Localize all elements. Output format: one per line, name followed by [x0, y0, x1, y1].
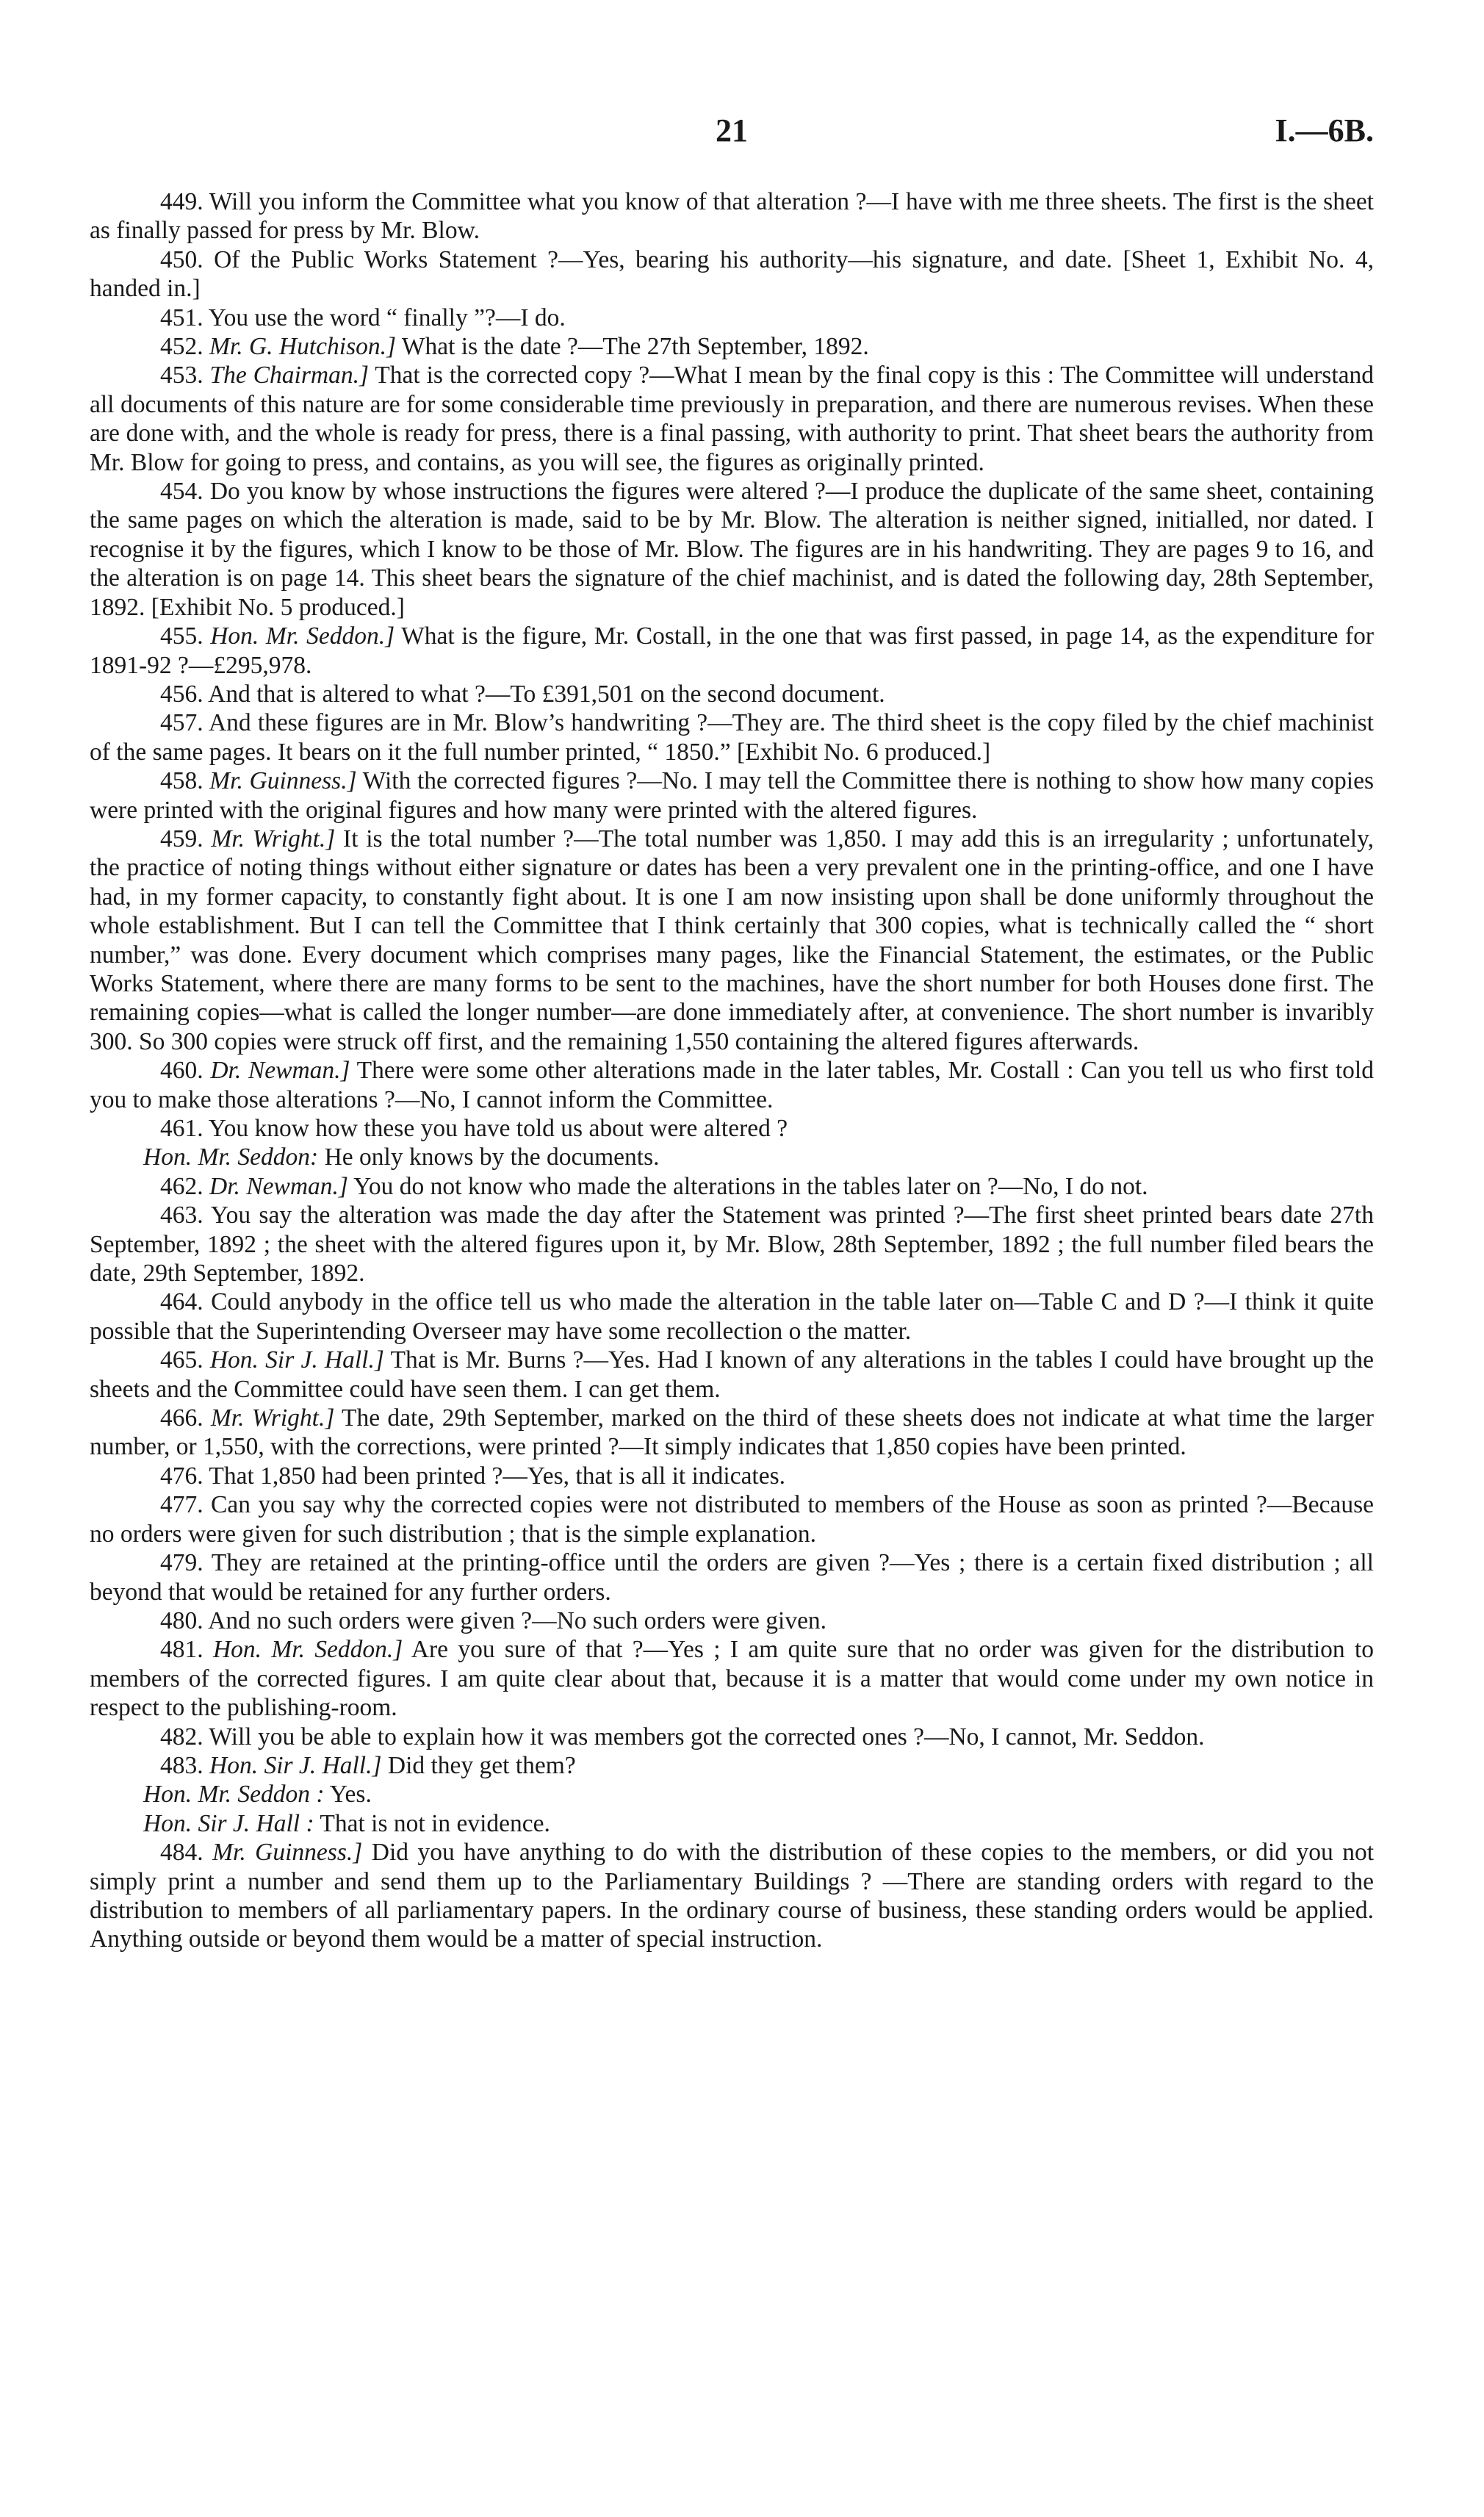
- paragraph-text: Will you be able to explain how it was members got the corrected ones ?—No, I cannot, Mr. Seddon.: [209, 1723, 1205, 1751]
- evidence-paragraph: [90, 1462, 1374, 1490]
- question-number: 450.: [160, 245, 203, 273]
- question-number: 455.: [160, 622, 203, 650]
- paragraph-text: Did you have anything to do with the distribution of these copies to the members, or did you not simply print a number and send them up to the Parliamentary Buildings ? —There are standing orders with regard to the distribution to members of all parliamentary papers. In the ordinary course of business, these standing orders would be applied. Anything outside or beyond them would be a matter of special instruction.: [90, 1839, 1375, 1953]
- question-number: 480.: [160, 1606, 203, 1634]
- paragraph-text: Could anybody in the office tell us who made the alteration in the table later on—Table C and D ?—I think it quite possible that the Superintending Overseer may have some recollection o the matter.: [90, 1288, 1374, 1345]
- paragraph-text: There were some other alterations made in the later tables, Mr. Costall : Can you tell us who first told you to make those alterations ?—No, I cannot inform the Committee.: [90, 1057, 1374, 1113]
- speaker-name: The Chairman.]: [209, 362, 369, 389]
- evidence-paragraph: [90, 332, 1374, 361]
- paragraph-text: What is the figure, Mr. Costall, in the one that was first passed, in page 14, as the expenditure for 1891-92 ?—£295,978.: [90, 622, 1374, 679]
- paragraph-text: Can you say why the corrected copies were not distributed to members of the House as soon as printed ?—Because no orders were given for such distribution ; that is the simple explanation.: [90, 1491, 1374, 1548]
- paragraph-text: You know how these you have told us about were altered ?: [208, 1115, 788, 1142]
- paragraph-text: And these figures are in Mr. Blow’s handwriting ?—They are. The third sheet is the copy filed by the chief machinist of the same pages. It bears on it the full number printed, “ 1850.” [Exhibit No. 6 produced.]: [90, 709, 1374, 766]
- evidence-paragraph: [90, 1606, 1374, 1635]
- paragraph-text: That 1,850 had been printed ?—Yes, that is all it indicates.: [209, 1462, 786, 1490]
- speaker-name: Hon. Mr. Seddon.]: [210, 622, 395, 650]
- evidence-paragraph: [90, 1056, 1374, 1114]
- question-number: 457.: [160, 709, 203, 737]
- question-number: 459.: [160, 825, 203, 852]
- evidence-paragraph: [90, 1201, 1374, 1288]
- paragraph-text: He only knows by the documents.: [324, 1143, 660, 1171]
- speaker-name: Dr. Newman.]: [209, 1172, 348, 1200]
- paragraph-text: You do not know who made the alterations in the tables later on ?—No, I do not.: [353, 1172, 1148, 1200]
- paragraph-text: And no such orders were given ?—No such orders were given.: [208, 1606, 827, 1634]
- evidence-paragraph: [90, 187, 1374, 245]
- paragraph-text: Did they get them?: [387, 1751, 576, 1779]
- evidence-paragraph: [90, 680, 1374, 708]
- question-number: 449.: [160, 188, 203, 215]
- paragraph-text: Are you sure of that ?—Yes ; I am quite sure that no order was given for the distribution to members of the corrected figures. I am quite clear about that, because it is a matter that would come under my own notice in respect to the publishing-room.: [90, 1636, 1375, 1722]
- speaker-name: Hon. Sir J. Hall.]: [209, 1751, 382, 1779]
- question-number: 453.: [160, 362, 203, 389]
- question-number: 464.: [160, 1288, 203, 1316]
- page-number: 21: [716, 112, 748, 148]
- paragraph-text: Of the Public Works Statement ?—Yes, bearing his authority—his signature, and date. [Sheet 1, Exhibit No. 4, handed in.]: [90, 245, 1374, 303]
- question-number: 465.: [160, 1346, 203, 1374]
- paragraph-text: Do you know by whose instructions the figures were altered ?—I produce the duplicate of the same sheet, containing the same pages on which the alteration is made, said to be by Mr. Blow. The alteration is neither signed, initialled, nor dated. I recognise it by the figures, which I know to be those of Mr. Blow. The figures are in his handwriting. They are pages 9 to 16, and the alteration is on page 14. This sheet bears the signature of the chief machinist, and is dated the following day, 28th September, 1892. [Exhibit No. 5 produced.]: [90, 478, 1374, 621]
- evidence-paragraph: [90, 1723, 1374, 1751]
- speaker-name: Mr. Guinness.]: [209, 767, 357, 795]
- evidence-paragraph: [90, 1172, 1374, 1201]
- evidence-paragraph: [90, 1404, 1374, 1462]
- evidence-paragraph: [90, 766, 1374, 825]
- question-number: 483.: [160, 1751, 203, 1779]
- question-number: 456.: [160, 680, 203, 708]
- paragraph-text: They are retained at the printing-office until the orders are given ?—Yes ; there is a certain fixed distribution ; all beyond that would be retained for any further orders.: [90, 1549, 1374, 1606]
- question-number: 452.: [160, 333, 203, 361]
- paragraph-text: With the corrected figures ?—No. I may tell the Committee there is nothing to show how many copies were printed with the original figures and how many were printed with the altered figures.: [90, 767, 1374, 824]
- evidence-transcript: [90, 187, 1374, 1954]
- evidence-paragraph: [90, 477, 1374, 622]
- question-number: 460.: [160, 1057, 203, 1085]
- question-number: 463.: [160, 1202, 203, 1229]
- paragraph-text: And that is altered to what ?—To £391,501 on the second document.: [208, 680, 885, 708]
- evidence-paragraph: [90, 361, 1374, 477]
- question-number: 462.: [160, 1172, 203, 1200]
- evidence-paragraph: [90, 1490, 1374, 1548]
- paragraph-text: You say the alteration was made the day after the Statement was printed ?—The first sheet printed bears date 27th September, 1892 ; the sheet with the altered figures upon it, by Mr. Blow, 28th September, 1892 ; the full number filed bears the date, 29th September, 1892.: [90, 1202, 1374, 1288]
- evidence-paragraph: [90, 1780, 1374, 1809]
- question-number: 461.: [160, 1115, 203, 1142]
- paragraph-text: What is the date ?—The 27th September, 1892.: [401, 333, 869, 361]
- question-number: 477.: [160, 1491, 203, 1519]
- speaker-name: Hon. Sir J. Hall :: [143, 1809, 314, 1837]
- evidence-paragraph: [90, 1751, 1374, 1780]
- evidence-paragraph: [90, 1548, 1374, 1606]
- speaker-name: Hon. Sir J. Hall.]: [209, 1346, 384, 1374]
- paragraph-text: That is the corrected copy ?—What I mean by the final copy is this : The Committee will understand all documents of this nature are for some considerable time previously in preparation, and there are numerous revises. When these are done with, and the whole is ready for press, there is a final passing, with authority to print. That sheet bears the authority from Mr. Blow for going to press, and contains, as you will see, the figures as originally printed.: [90, 362, 1374, 476]
- speaker-name: Mr. G. Hutchison.]: [209, 333, 397, 361]
- speaker-name: Mr. Guinness.]: [212, 1839, 363, 1867]
- speaker-name: Mr. Wright.]: [211, 825, 336, 852]
- paragraph-text: That is Mr. Burns ?—Yes. Had I known of any alterations in the tables I could have brought up the sheets and the Committee could have seen them. I can get them.: [90, 1346, 1375, 1403]
- speaker-name: Hon. Mr. Seddon.]: [212, 1636, 403, 1664]
- speaker-name: Hon. Mr. Seddon :: [143, 1781, 325, 1809]
- evidence-paragraph: [90, 622, 1374, 680]
- evidence-paragraph: [90, 1288, 1374, 1346]
- evidence-paragraph: [90, 1114, 1374, 1143]
- evidence-paragraph: [90, 825, 1374, 1056]
- question-number: 454.: [160, 478, 203, 506]
- paragraph-text: That is not in evidence.: [320, 1809, 550, 1837]
- evidence-paragraph: [90, 304, 1374, 332]
- speaker-name: Hon. Mr. Seddon:: [143, 1143, 319, 1171]
- question-number: 479.: [160, 1549, 203, 1577]
- evidence-paragraph: [90, 1838, 1374, 1954]
- question-number: 484.: [160, 1839, 203, 1867]
- paragraph-text: It is the total number ?—The total number was 1,850. I may add this is an irregularity ; unfortunately, the practice of noting things without either signature or dates has been a very prevalent one in the printing-office, and one I have had, in my former capacity, to constantly fight about. It is one I am now insisting upon shall be done uniformly throughout the whole establishment. But I can tell the Committee that I think certainly that 300 copies, what is technically called the “ short number,” was done. Every document which comprises many pages, like the Financial Statement, the estimates, or the Public Works Statement, where there are many forms to be sent to the machines, have the short number for both Houses done first. The remaining copies—what is called the longer number—are done immediately after, at convenience. The short number is invaribly 300. So 300 copies were struck off first, and the remaining 1,550 containing the altered figures afterwards.: [90, 825, 1375, 1055]
- question-number: 476.: [160, 1462, 203, 1490]
- question-number: 466.: [160, 1404, 203, 1432]
- paragraph-text: The date, 29th September, marked on the third of these sheets does not indicate at what time the larger number, or 1,550, with the corrections, were printed ?—It simply indicates that 1,850 copies have been printed.: [90, 1404, 1374, 1461]
- evidence-paragraph: [90, 708, 1374, 766]
- evidence-paragraph: [90, 1143, 1374, 1171]
- evidence-paragraph: [90, 1635, 1374, 1722]
- paragraph-text: Will you inform the Committee what you know of that alteration ?—I have with me three sheets. The first is the sheet as finally passed for press by Mr. Blow.: [90, 188, 1374, 245]
- speaker-name: Dr. Newman.]: [210, 1057, 350, 1085]
- page-header: [90, 112, 1374, 163]
- evidence-paragraph: [90, 1346, 1374, 1404]
- paragraph-text: You use the word “ finally ”?—I do.: [208, 304, 566, 331]
- question-number: 458.: [160, 767, 203, 795]
- evidence-paragraph: [90, 1809, 1374, 1838]
- evidence-paragraph: [90, 245, 1374, 304]
- question-number: 482.: [160, 1723, 203, 1751]
- speaker-name: Mr. Wright.]: [210, 1404, 335, 1432]
- document-reference: I.—6B.: [1275, 112, 1374, 148]
- paragraph-text: Yes.: [329, 1781, 372, 1809]
- question-number: 451.: [160, 304, 203, 331]
- question-number: 481.: [160, 1636, 203, 1664]
